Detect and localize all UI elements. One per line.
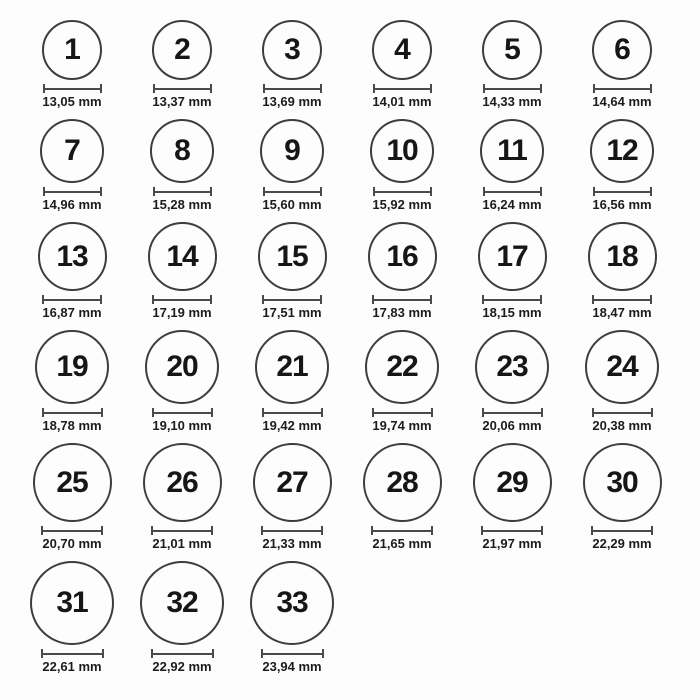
ring-size-number: 11 xyxy=(497,134,527,167)
ring-size-cell xyxy=(347,20,457,109)
ring-circle xyxy=(583,443,662,522)
ruler-line xyxy=(265,88,320,90)
ring-size-cell xyxy=(347,443,457,551)
ruler-line xyxy=(264,412,321,414)
ring-size-number: 18 xyxy=(606,239,638,273)
ruler-right-cap xyxy=(100,295,102,304)
ring-circle xyxy=(38,222,107,291)
ring-size-number: 12 xyxy=(606,134,638,167)
diameter-ruler xyxy=(482,295,542,304)
diameter-label: 13,37 mm xyxy=(152,94,212,109)
ring-size-number: 17 xyxy=(496,239,528,273)
ruler-line xyxy=(155,88,210,90)
ruler-right-cap xyxy=(430,295,432,304)
diameter-label: 17,83 mm xyxy=(372,305,432,320)
ring-circle xyxy=(33,443,112,522)
ring-size-cell xyxy=(17,222,127,320)
ruler-line xyxy=(374,412,431,414)
ruler-right-cap xyxy=(431,526,433,535)
ring-circle xyxy=(585,330,659,404)
ring-size-cell xyxy=(457,443,567,551)
ruler-right-cap xyxy=(651,408,653,417)
ring-circle xyxy=(148,222,217,291)
ring-size-cell xyxy=(567,222,677,320)
ring-size-cell xyxy=(457,119,567,212)
diameter-label: 20,38 mm xyxy=(592,418,652,433)
ruler-line xyxy=(485,88,540,90)
ruler-right-cap xyxy=(211,408,213,417)
diameter-ruler xyxy=(262,408,323,417)
diameter-ruler xyxy=(152,408,213,417)
ring-size-number: 5 xyxy=(504,33,520,66)
diameter-ruler xyxy=(42,408,103,417)
ring-size-cell xyxy=(567,20,677,109)
ring-circle xyxy=(42,20,102,80)
diameter-ruler xyxy=(261,526,323,535)
ruler-line xyxy=(375,88,430,90)
diameter-ruler xyxy=(42,295,102,304)
ring-size-number: 8 xyxy=(174,134,190,167)
diameter-label: 14,64 mm xyxy=(592,94,652,109)
ring-size-number: 29 xyxy=(496,465,528,499)
ring-size-number: 10 xyxy=(386,134,418,167)
ruler-line xyxy=(594,412,651,414)
ring-size-cell xyxy=(457,20,567,109)
ruler-line xyxy=(153,653,212,655)
diameter-label: 19,10 mm xyxy=(152,418,212,433)
ring-circle xyxy=(30,561,114,645)
diameter-ruler xyxy=(481,526,543,535)
diameter-label: 20,06 mm xyxy=(482,418,542,433)
ring-size-cell xyxy=(237,119,347,212)
ring-size-cell xyxy=(17,443,127,551)
diameter-ruler xyxy=(482,408,543,417)
diameter-ruler xyxy=(43,84,102,93)
diameter-ruler xyxy=(151,526,213,535)
ring-circle xyxy=(590,119,654,183)
ruler-line xyxy=(263,530,321,532)
ring-circle xyxy=(40,119,104,183)
diameter-label: 13,05 mm xyxy=(42,94,102,109)
ring-size-number: 33 xyxy=(276,586,308,619)
diameter-ruler xyxy=(41,649,104,658)
diameter-label: 20,70 mm xyxy=(42,536,102,551)
ring-size-number: 14 xyxy=(166,239,198,273)
ring-size-cell xyxy=(127,222,237,320)
ring-circle xyxy=(35,330,109,404)
ruler-line xyxy=(265,191,320,193)
ruler-right-cap xyxy=(650,84,652,93)
ruler-line xyxy=(483,530,541,532)
ruler-line xyxy=(595,88,650,90)
ring-size-number: 30 xyxy=(606,465,638,499)
ruler-line xyxy=(154,299,210,301)
ruler-right-cap xyxy=(211,526,213,535)
chart-row xyxy=(17,20,700,109)
ring-size-cell xyxy=(127,443,237,551)
ring-size-cell xyxy=(237,443,347,551)
ruler-right-cap xyxy=(431,408,433,417)
ring-size-cell xyxy=(457,330,567,433)
diameter-ruler xyxy=(372,295,432,304)
ring-size-cell xyxy=(347,222,457,320)
ruler-line xyxy=(375,191,430,193)
diameter-label: 19,74 mm xyxy=(372,418,432,433)
diameter-ruler xyxy=(151,649,214,658)
ring-size-number: 27 xyxy=(276,465,308,499)
ruler-line xyxy=(595,191,650,193)
ruler-line xyxy=(373,530,431,532)
diameter-label: 14,33 mm xyxy=(482,94,542,109)
ring-size-number: 3 xyxy=(284,33,300,66)
ring-size-number: 16 xyxy=(386,239,418,273)
diameter-label: 22,92 mm xyxy=(152,659,212,674)
ring-size-number: 22 xyxy=(386,350,418,383)
ring-size-number: 15 xyxy=(276,239,308,273)
ruler-line xyxy=(594,299,650,301)
ruler-right-cap xyxy=(430,84,432,93)
diameter-ruler xyxy=(263,187,322,196)
ring-circle xyxy=(482,20,542,80)
ring-size-cell xyxy=(237,20,347,109)
ruler-line xyxy=(43,653,102,655)
diameter-label: 21,65 mm xyxy=(372,536,432,551)
ring-circle xyxy=(365,330,439,404)
ring-size-cell xyxy=(347,119,457,212)
diameter-label: 16,24 mm xyxy=(482,197,542,212)
ruler-line xyxy=(374,299,430,301)
ruler-line xyxy=(153,530,211,532)
diameter-label: 15,92 mm xyxy=(372,197,432,212)
ring-circle xyxy=(255,330,329,404)
ring-size-cell xyxy=(457,222,567,320)
ring-circle xyxy=(258,222,327,291)
ring-size-number: 31 xyxy=(56,586,88,619)
ring-size-cell xyxy=(237,561,347,674)
chart-row xyxy=(17,330,700,433)
ring-size-cell xyxy=(127,119,237,212)
ruler-right-cap xyxy=(100,187,102,196)
ring-size-cell xyxy=(567,330,677,433)
diameter-ruler xyxy=(153,187,212,196)
ring-size-number: 20 xyxy=(166,350,198,383)
ring-size-number: 32 xyxy=(166,586,198,619)
ruler-right-cap xyxy=(210,187,212,196)
ruler-right-cap xyxy=(322,649,324,658)
diameter-label: 21,33 mm xyxy=(262,536,322,551)
ring-circle xyxy=(363,443,442,522)
diameter-ruler xyxy=(593,84,652,93)
ruler-line xyxy=(484,299,540,301)
ring-circle xyxy=(372,20,432,80)
ring-size-number: 4 xyxy=(394,33,410,66)
diameter-label: 19,42 mm xyxy=(262,418,322,433)
ring-circle xyxy=(588,222,657,291)
chart-row xyxy=(17,222,700,320)
ruler-right-cap xyxy=(102,649,104,658)
diameter-label: 15,60 mm xyxy=(262,197,322,212)
ruler-right-cap xyxy=(430,187,432,196)
ring-size-number: 9 xyxy=(284,134,300,167)
ruler-right-cap xyxy=(650,295,652,304)
ring-circle xyxy=(152,20,212,80)
ring-circle xyxy=(143,443,222,522)
ring-circle xyxy=(592,20,652,80)
ring-circle xyxy=(262,20,322,80)
ring-circle xyxy=(370,119,434,183)
diameter-ruler xyxy=(483,187,542,196)
diameter-label: 22,29 mm xyxy=(592,536,652,551)
ruler-right-cap xyxy=(541,526,543,535)
diameter-ruler xyxy=(153,84,212,93)
ruler-right-cap xyxy=(540,84,542,93)
ring-size-cell xyxy=(17,561,127,674)
ring-circle xyxy=(480,119,544,183)
diameter-ruler xyxy=(483,84,542,93)
diameter-label: 14,01 mm xyxy=(372,94,432,109)
ruler-right-cap xyxy=(320,84,322,93)
ruler-right-cap xyxy=(540,295,542,304)
ring-circle xyxy=(473,443,552,522)
diameter-label: 16,87 mm xyxy=(42,305,102,320)
diameter-label: 18,47 mm xyxy=(592,305,652,320)
ruler-right-cap xyxy=(210,295,212,304)
ring-size-number: 6 xyxy=(614,33,630,66)
diameter-ruler xyxy=(263,84,322,93)
ruler-line xyxy=(45,191,100,193)
ruler-line xyxy=(264,299,320,301)
ring-size-number: 19 xyxy=(56,350,88,383)
ruler-right-cap xyxy=(320,295,322,304)
diameter-ruler xyxy=(592,295,652,304)
ring-size-number: 23 xyxy=(496,350,528,383)
diameter-label: 22,61 mm xyxy=(42,659,102,674)
ring-size-cell xyxy=(17,20,127,109)
ruler-right-cap xyxy=(321,526,323,535)
diameter-label: 21,97 mm xyxy=(482,536,542,551)
ruler-right-cap xyxy=(212,649,214,658)
diameter-ruler xyxy=(43,187,102,196)
diameter-ruler xyxy=(591,526,653,535)
ruler-line xyxy=(44,412,101,414)
ring-circle xyxy=(478,222,547,291)
diameter-ruler xyxy=(373,84,432,93)
ring-size-cell xyxy=(567,119,677,212)
ruler-line xyxy=(593,530,651,532)
ring-size-cell xyxy=(127,330,237,433)
ring-size-cell xyxy=(127,20,237,109)
ring-size-cell xyxy=(347,330,457,433)
chart-row xyxy=(17,443,700,551)
diameter-ruler xyxy=(152,295,212,304)
ruler-right-cap xyxy=(101,526,103,535)
ring-circle xyxy=(250,561,334,645)
ruler-right-cap xyxy=(100,84,102,93)
chart-row xyxy=(17,119,700,212)
diameter-label: 14,96 mm xyxy=(42,197,102,212)
ring-size-cell xyxy=(567,443,677,551)
ring-size-number: 7 xyxy=(64,134,80,167)
ring-size-number: 1 xyxy=(64,33,80,66)
ring-circle xyxy=(260,119,324,183)
ruler-line xyxy=(484,412,541,414)
ruler-line xyxy=(485,191,540,193)
ring-size-number: 26 xyxy=(166,465,198,499)
ring-circle xyxy=(253,443,332,522)
ruler-right-cap xyxy=(541,408,543,417)
diameter-ruler xyxy=(371,526,433,535)
ruler-right-cap xyxy=(101,408,103,417)
diameter-ruler xyxy=(372,408,433,417)
ring-size-cell xyxy=(237,330,347,433)
ruler-right-cap xyxy=(651,526,653,535)
ring-circle xyxy=(475,330,549,404)
ruler-line xyxy=(155,191,210,193)
ring-size-cell xyxy=(237,222,347,320)
diameter-label: 21,01 mm xyxy=(152,536,212,551)
diameter-ruler xyxy=(261,649,324,658)
ruler-right-cap xyxy=(210,84,212,93)
ruler-line xyxy=(44,299,100,301)
ring-size-cell xyxy=(17,119,127,212)
diameter-label: 17,51 mm xyxy=(262,305,322,320)
diameter-label: 13,69 mm xyxy=(262,94,322,109)
ring-size-number: 21 xyxy=(276,350,308,383)
ruler-right-cap xyxy=(650,187,652,196)
ring-circle xyxy=(140,561,224,645)
ruler-line xyxy=(154,412,211,414)
ring-size-number: 24 xyxy=(606,350,638,383)
ruler-line xyxy=(263,653,322,655)
ruler-right-cap xyxy=(320,187,322,196)
ring-size-cell xyxy=(17,330,127,433)
chart-row xyxy=(17,561,700,674)
ring-circle xyxy=(368,222,437,291)
diameter-label: 15,28 mm xyxy=(152,197,212,212)
diameter-label: 18,15 mm xyxy=(482,305,542,320)
ring-size-number: 28 xyxy=(386,465,418,499)
diameter-ruler xyxy=(593,187,652,196)
diameter-ruler xyxy=(373,187,432,196)
diameter-label: 18,78 mm xyxy=(42,418,102,433)
diameter-label: 23,94 mm xyxy=(262,659,322,674)
ruler-line xyxy=(43,530,101,532)
ring-size-number: 2 xyxy=(174,33,190,66)
diameter-ruler xyxy=(41,526,103,535)
ruler-right-cap xyxy=(321,408,323,417)
diameter-ruler xyxy=(592,408,653,417)
diameter-ruler xyxy=(262,295,322,304)
ring-size-number: 13 xyxy=(56,239,88,273)
ring-size-cell xyxy=(127,561,237,674)
diameter-label: 17,19 mm xyxy=(152,305,212,320)
ring-circle xyxy=(145,330,219,404)
ring-size-number: 25 xyxy=(56,465,88,499)
ruler-right-cap xyxy=(540,187,542,196)
diameter-label: 16,56 mm xyxy=(592,197,652,212)
ruler-line xyxy=(45,88,100,90)
ring-circle xyxy=(150,119,214,183)
